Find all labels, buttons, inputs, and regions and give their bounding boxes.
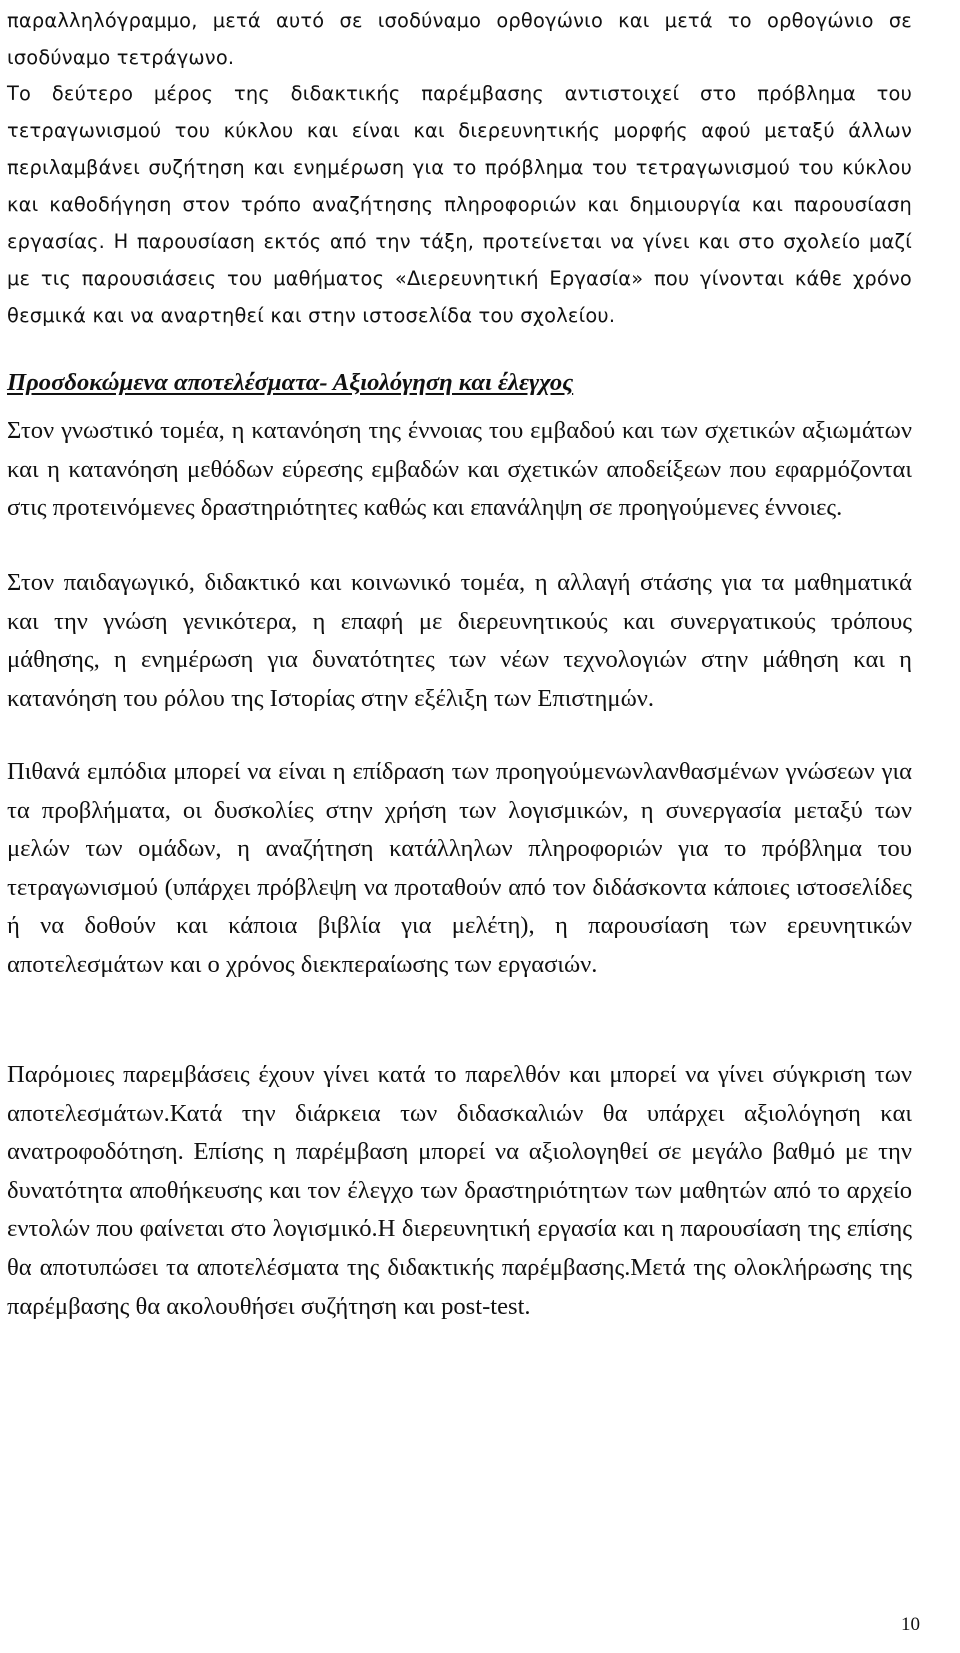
- paragraph-evaluation: Παρόμοιες παρεμβάσεις έχουν γίνει κατά το παρελθόν και μπορεί να γίνει σύγκριση των αποτελεσμάτων.Κατά την διάρκεια των διδασκαλιών θα υπάρχει αξιολόγηση και ανατροφοδότηση. Επίσης η παρέμβαση μπορεί να αξιολογηθεί σε μεγάλο βαθμό με την δυνατότητα αποθήκευσης και τον έλεγχο των δραστηριότητων των μαθητών από το αρχείο εντολών που φαίνεται στο λογισμικό.Η διερευνητική εργασία και η παρουσίαση της επίσης θα αποτυπώσει τα αποτελέσματα της διδακτικής παρέμβασης.Μετά της ολοκλήρωσης της παρέμβασης θα ακολουθήσει συζήτηση και post-test.: [7, 1061, 912, 1320]
- page-number: 10: [901, 1614, 920, 1635]
- paragraph-pedagogical: Στον παιδαγωγικό, διδακτικό και κοινωνικό τομέα, η αλλαγή στάσης για τα μαθηματικά και την γνώση γενικότερα, η επαφή με διερευνητικούς και συνεργατικούς τρόπους μάθησης, η ενημέρωση για δυνατότητες των νέων τεχνολογιών στην μάθηση και η κατανόηση του ρόλου της Ιστορίας στην εξέλιξη των Επιστημών.: [7, 569, 912, 712]
- section-heading: Προσδοκώμενα αποτελέσματα- Αξιολόγηση και έλεγχος: [7, 369, 574, 396]
- paragraph-cognitive: Στον γνωστικό τομέα, η κατανόηση της έννοιας του εμβαδού και των σχετικών αξιωμάτων και η κατανόηση μεθόδων εύρεσης εμβαδών και σχετικών αποδείξεων που εφαρμόζονται στις προτεινόμενες δραστηριότητες καθώς και επανάληψη σε προηγούμενες έννοιες.: [7, 417, 912, 522]
- paragraph-intro-continuation: παραλληλόγραμμο, μετά αυτό σε ισοδύναμο ορθογώνιο και μετά το ορθογώνιο σε ισοδύναμο τετράγωνο.: [7, 9, 912, 69]
- paragraph-obstacles: Πιθανά εμπόδια μπορεί να είναι η επίδραση των προηγούμενωνλανθασμένων γνώσεων για τα προβλήματα, οι δυσκολίες στην χρήση των λογισμικών, η συνεργασία μεταξύ των μελών των ομάδων, η αναζήτηση κατάλληλων πληροφοριών για το πρόβλημα του τετραγωνισμού (υπάρχει πρόβλεψη να προταθούν από τον διδάσκοντα κάποιες ιστοσελίδες ή να δοθούν και κάποια βιβλία για μελέτη), η παρουσίαση των ερευνητικών αποτελεσμάτων και ο χρόνος διεκπεραίωσης των εργασιών.: [7, 758, 912, 978]
- paragraph-second-part: Το δεύτερο μέρος της διδακτικής παρέμβασης αντιστοιχεί στο πρόβλημα του τετραγωνισμού του κύκλου και είναι και διερευνητικής μορφής αφού μεταξύ άλλων περιλαμβάνει συζήτηση και ενημέρωση για το πρόβλημα του τετραγωνισμού του κύκλου και καθοδήγηση στον τρόπο αναζήτησης πληροφοριών και δημιουργία και παρουσίαση εργασίας. Η παρουσίαση εκτός από την τάξη, προτείνεται να γίνει και στο σχολείο μαζί με τις παρουσιάσεις του μαθήματος «Διερευνητική Εργασία» που γίνονται κάθε χρόνο θεσμικά και να αναρτηθεί και στην ιστοσελίδα του σχολείου.: [7, 82, 912, 327]
